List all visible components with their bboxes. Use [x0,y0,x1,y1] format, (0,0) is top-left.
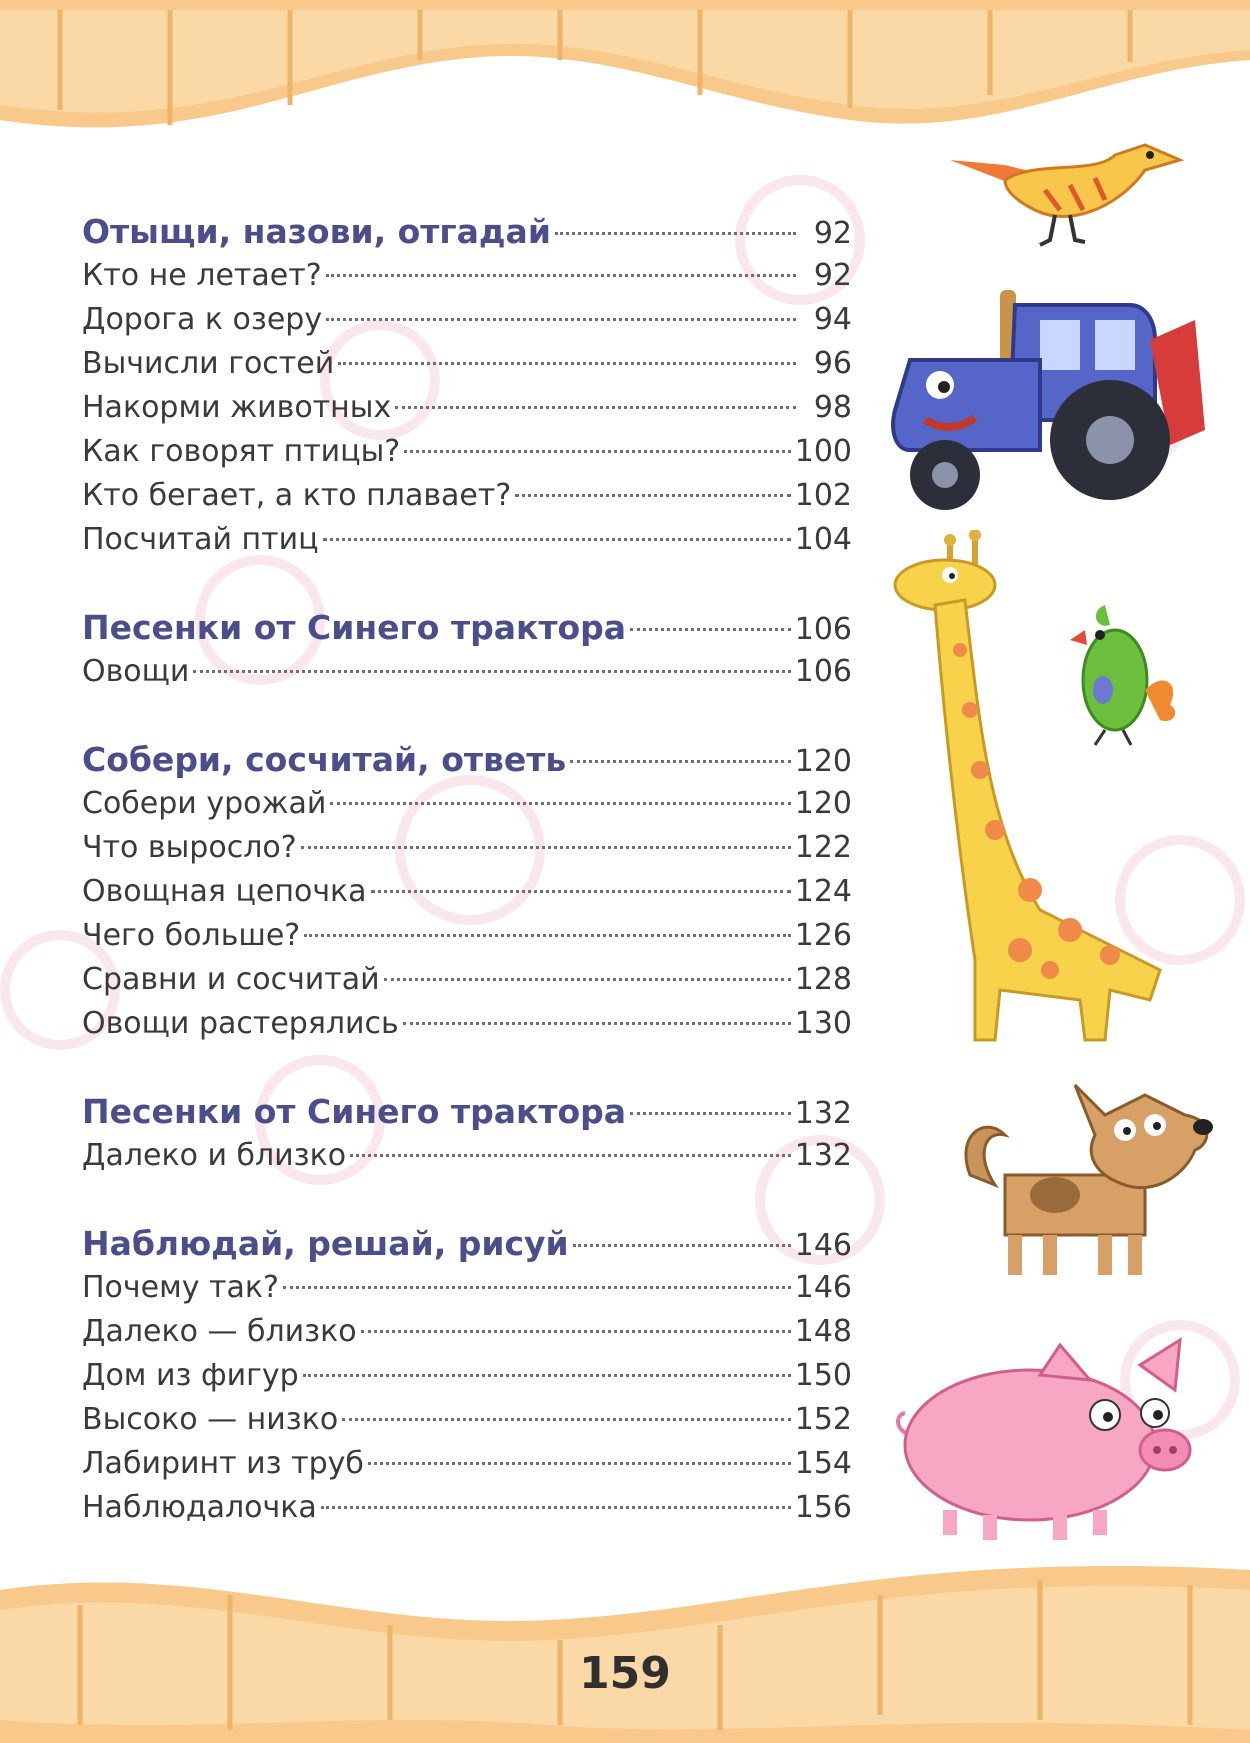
toc-entry-page: 98 [813,390,852,425]
dot-leader [301,846,791,849]
toc-entry [82,870,852,914]
toc-section [82,606,852,694]
toc-entry-title: Овощи растерялись [82,1006,399,1041]
toc-entry-page: 102 [794,478,852,513]
bird-illustration [945,140,1185,255]
toc-entry [82,474,852,518]
toc-entry-page: 120 [794,786,852,821]
dot-leader [338,362,796,365]
dot-leader [304,934,791,937]
toc-entry-title: Как говорят птицы? [82,434,401,469]
toc-section-heading [82,1090,852,1134]
toc-entry-page: 124 [794,874,852,909]
dog-illustration [955,1075,1215,1280]
toc-entry [82,342,852,386]
dot-leader [371,890,791,893]
toc-entry-title: Посчитай птиц [82,522,319,557]
toc-entry-page: 130 [794,1006,852,1041]
toc-entry-title: Овощная цепочка [82,874,367,909]
toc-entry-title: Чего больше? [82,918,301,953]
dot-leader [570,760,790,763]
toc-section-heading-title: Собери, сосчитай, ответь [82,740,567,779]
toc-entry [82,1354,852,1398]
toc-section-heading [82,738,852,782]
toc-entry [82,1002,852,1046]
toc-entry [82,254,852,298]
toc-entry-page: 154 [794,1446,852,1481]
toc-entry-page: 156 [794,1490,852,1525]
toc-entry-title: Дорога к озеру [82,302,323,337]
toc-entry-page: 96 [813,346,852,381]
toc-entry-title: Кто бегает, а кто плавает? [82,478,512,513]
dot-leader [283,1286,791,1289]
toc-section-heading-page: 120 [794,744,852,779]
toc-section-heading-title: Отыщи, назови, отгадай [82,212,551,251]
toc-entry-title: Вычисли гостей [82,346,335,381]
dot-leader [303,1374,791,1377]
toc-entry-page: 126 [794,918,852,953]
toc-section-heading [82,210,852,254]
toc-entry [82,386,852,430]
toc-entry-page: 146 [794,1270,852,1305]
toc-entry-title: Далеко и близко [82,1138,347,1173]
toc-entry [82,1442,852,1486]
dot-leader [321,1506,791,1509]
dot-leader [361,1330,791,1333]
toc-entry-page: 152 [794,1402,852,1437]
toc-entry-title: Что выросло? [82,830,297,865]
toc-entry-title: Высоко — низко [82,1402,339,1437]
toc-entry-page: 92 [813,258,852,293]
dot-leader [630,1112,791,1115]
dot-leader [350,1154,791,1157]
dot-leader [323,538,791,541]
dot-leader [555,232,796,235]
toc-entry [82,518,852,562]
dot-leader [395,406,796,409]
toc-entry-page: 106 [794,654,852,689]
dot-leader [630,628,791,631]
dot-leader [384,978,791,981]
toc-entry-page: 104 [794,522,852,557]
toc-section-heading [82,606,852,650]
toc-entry-title: Овощи [82,654,190,689]
toc-entry [82,298,852,342]
toc-entry-title: Дом из фигур [82,1358,299,1393]
toc-entry-title: Почему так? [82,1270,279,1305]
toc-entry [82,650,852,694]
toc-section-heading-title: Наблюдай, решай, рисуй [82,1224,569,1263]
toc-entry [82,958,852,1002]
toc-entry [82,1310,852,1354]
toc-entry [82,914,852,958]
blue-tractor-illustration [880,270,1210,520]
toc-entry [82,826,852,870]
dot-leader [326,274,796,277]
toc-section-heading-title: Песенки от Синего трактора [82,608,627,647]
toc-entry-title: Лабиринт из труб [82,1446,364,1481]
toc-entry-title: Сравни и сосчитай [82,962,380,997]
toc-entry [82,782,852,826]
toc-entry [82,430,852,474]
dot-leader [368,1462,791,1465]
toc-entry-page: 100 [794,434,852,469]
parrot-illustration [1065,600,1185,750]
toc-entry-page: 132 [794,1138,852,1173]
toc-entry-title: Кто не летает? [82,258,322,293]
table-of-contents [82,210,852,1574]
dot-leader [573,1244,791,1247]
toc-section-heading-page: 92 [813,216,852,251]
toc-section-heading-title: Песенки от Синего трактора [82,1092,627,1131]
toc-section-heading-page: 132 [794,1096,852,1131]
toc-entry [82,1486,852,1530]
dot-leader [403,1022,791,1025]
dot-leader [404,450,791,453]
toc-entry-page: 128 [794,962,852,997]
toc-entry-title: Далеко — близко [82,1314,357,1349]
dot-leader [193,670,790,673]
dot-leader [326,318,796,321]
toc-section [82,1090,852,1178]
toc-entry [82,1266,852,1310]
dot-leader [330,802,790,805]
toc-section [82,210,852,562]
toc-section-heading [82,1222,852,1266]
toc-section [82,738,852,1046]
toc-entry-title: Накорми животных [82,390,392,425]
toc-entry-page: 150 [794,1358,852,1393]
dot-leader [515,494,790,497]
toc-section [82,1222,852,1530]
pig-illustration [890,1335,1220,1545]
toc-entry-title: Собери урожай [82,786,327,821]
toc-entry-page: 148 [794,1314,852,1349]
toc-entry-page: 122 [794,830,852,865]
toc-entry [82,1134,852,1178]
page-number: 159 [579,1648,671,1699]
toc-entry [82,1398,852,1442]
dot-leader [342,1418,791,1421]
toc-section-heading-page: 146 [794,1228,852,1263]
toc-section-heading-page: 106 [794,612,852,647]
toc-entry-page: 94 [813,302,852,337]
toc-entry-title: Наблюдалочка [82,1490,317,1525]
